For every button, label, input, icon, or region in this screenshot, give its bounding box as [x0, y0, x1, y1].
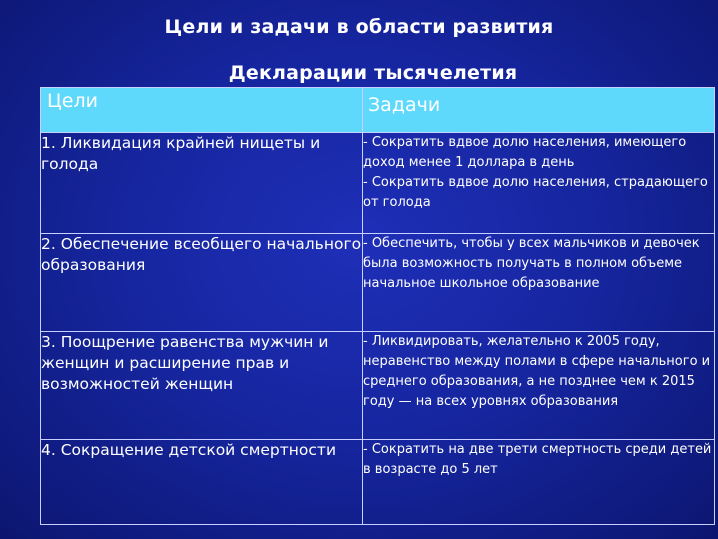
task-item: - Ликвидировать, желательно к 2005 году, неравенство между полами в сфере начального и среднего образования, а не позднее чем к 2015 году — на всех уровнях образования	[363, 334, 711, 409]
header-tasks: Задачи	[363, 88, 715, 133]
header-goals: Цели	[41, 88, 363, 133]
goal-cell: 1. Ликвидация крайней нищеты и голода	[41, 133, 363, 234]
task-cell	[363, 332, 715, 440]
task-item: - Обеспечить, чтобы у всех мальчиков и девочек была возможность получать в полном объеме начальное школьное образование	[363, 236, 700, 291]
goal-cell: 3. Поощрение равенства мужчин и женщин и расширение прав и возможностей женщин	[41, 332, 363, 440]
goal-cell: 2. Обеспечение всеобщего начального образования	[41, 234, 363, 332]
table-row	[41, 440, 715, 525]
task-item: - Сократить вдвое долю населения, страдающего от голода	[363, 175, 708, 210]
task-item: - Сократить на две трети смертность среди детей в возрасте до 5 лет	[363, 442, 712, 477]
slide-title: Цели и задачи в области развития	[164, 16, 554, 38]
task-item: - Сократить вдвое долю населения, имеющего доход менее 1 доллара в день	[363, 135, 687, 170]
table-header-row	[41, 88, 715, 133]
table-row	[41, 332, 715, 440]
goal-cell: 4. Сокращение детской смертности	[41, 440, 363, 525]
task-cell	[363, 234, 715, 332]
table-row	[41, 234, 715, 332]
table-row	[41, 133, 715, 234]
slide-subtitle: Декларации тысячелетия	[228, 62, 518, 84]
goals-table	[40, 87, 715, 525]
task-cell	[363, 440, 715, 525]
task-cell	[363, 133, 715, 234]
